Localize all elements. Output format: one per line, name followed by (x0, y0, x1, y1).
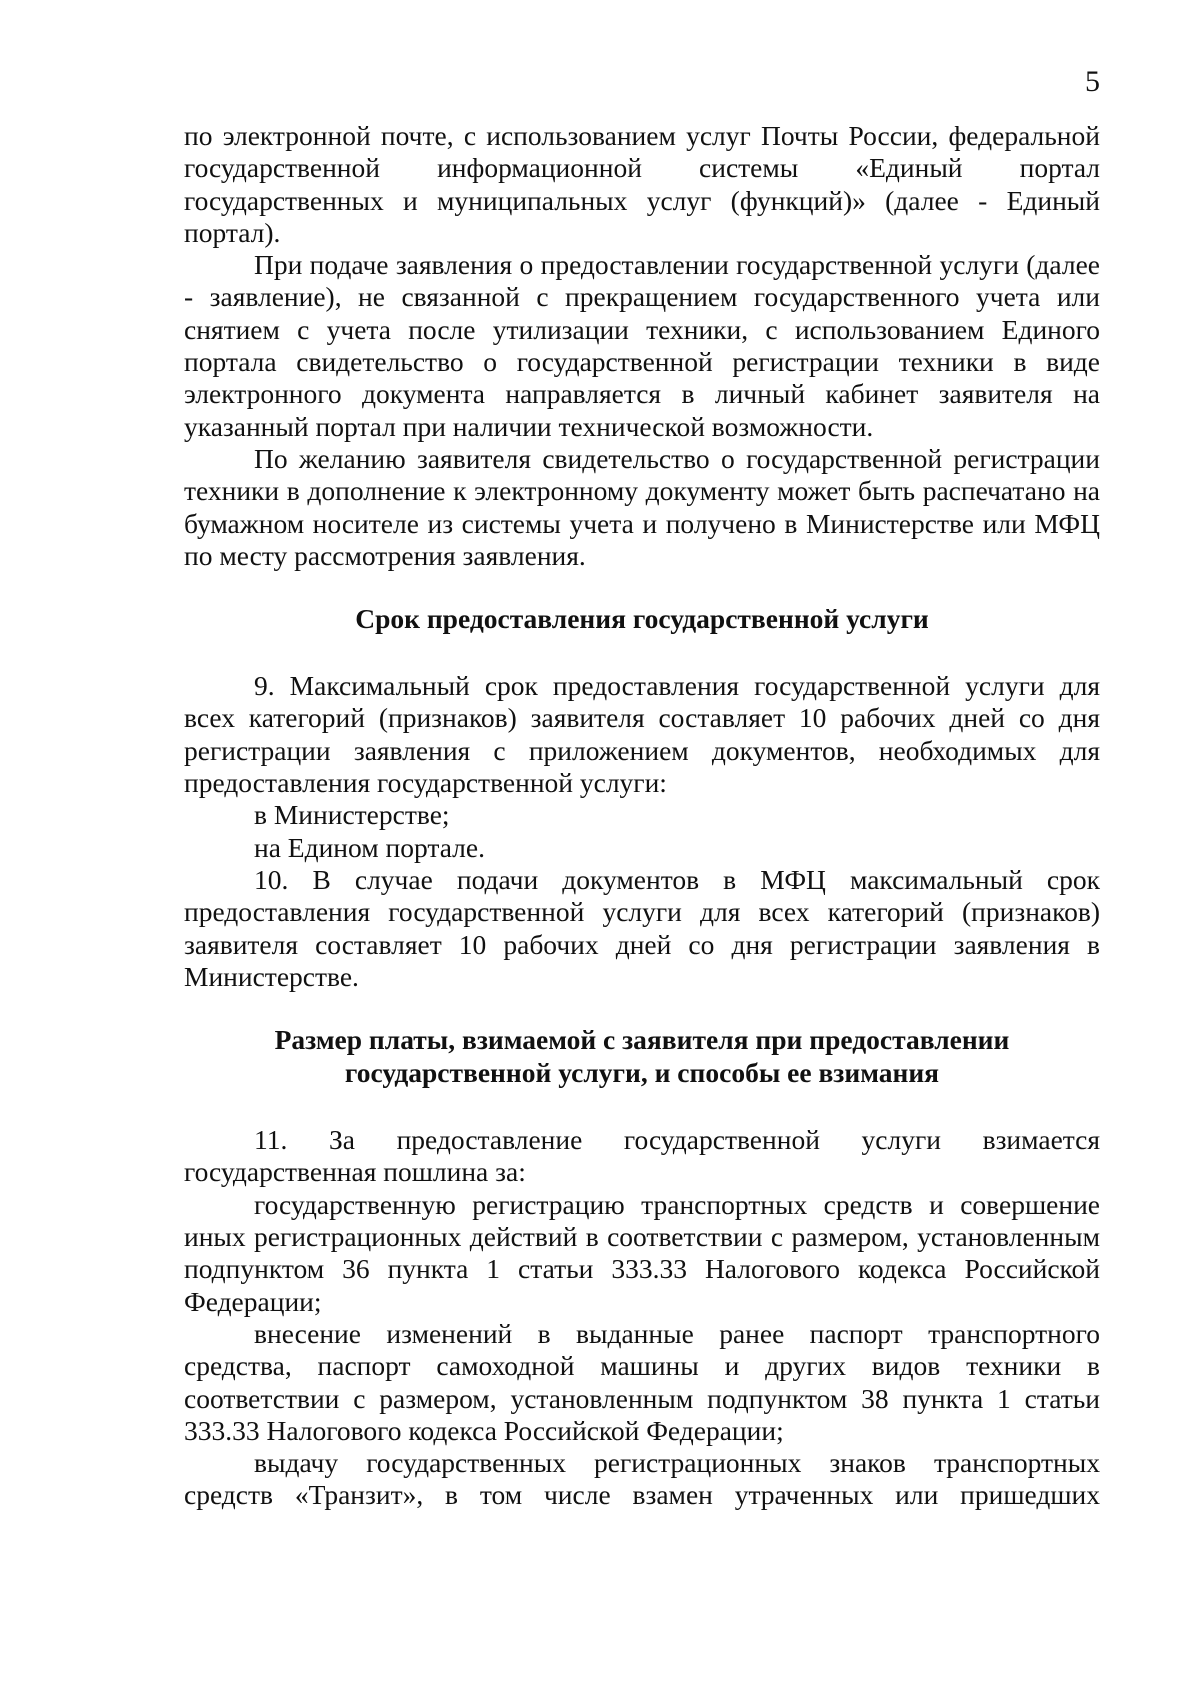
paragraph-item-10: 10. В случае подачи документов в МФЦ максимальный срок предоставления государственной услуги для всех категорий (признаков) заявителя составляет 10 рабочих дней со дня регистрации заявления в Министерстве. (184, 863, 1100, 992)
list-item-portal: на Едином портале. (254, 831, 485, 863)
paragraph-item-11: 11. За предоставление государственной услуги взимается государственная пошлина за: (184, 1124, 1100, 1188)
section-service-term (184, 670, 1100, 993)
paragraph-delivery-methods: по электронной почте, с использованием услуг Почты России, федеральной государственной информационной системы «Единый портал государственных и муниципальных услуг (функций)» (далее - Единый портал). (184, 120, 1100, 248)
section-heading-service-term: Срок предоставления государственной услуги (355, 603, 929, 635)
paragraph-fee-passport-changes: внесение изменений в выданные ранее паспорт транспортного средства, паспорт самоходной машины и других видов техники в соответствии с размером, установленным подпунктом 38 пункта 1 статьи 333.33 Налогового кодекса Российской Федерации; (184, 1317, 1100, 1446)
paragraph-item-9: 9. Максимальный срок предоставления государственной услуги для всех категорий (признаков) заявителя составляет 10 рабочих дней со дня регистрации заявления с приложением документов, необходимых для предоставления государственной услуги: (184, 670, 1100, 799)
paragraph-electronic-certificate: При подаче заявления о предоставлении государственной услуги (далее - заявление), не связанной с прекращением государственного учета или снятием с учета после утилизации техники, с использованием Единого портала свидетельство о государственной регистрации техники в виде электронного документа направляется в личный кабинет заявителя на указанный портал при наличии технической возможности. (184, 249, 1100, 442)
page-number: 5 (1085, 65, 1100, 98)
section-fee (184, 1124, 1100, 1512)
paragraph-fee-registration: государственную регистрацию транспортных средств и совершение иных регистрационных действий в соответствии с размером, установленным подпунктом 36 пункта 1 статьи 333.33 Налогового кодекса Российской Федерации; (184, 1188, 1100, 1317)
paragraph-fee-transit-plates: выдачу государственных регистрационных знаков транспортных средств «Транзит», в том числе взамен утраченных или пришедших (184, 1447, 1100, 1511)
section-heading-fee-line1: Размер платы, взимаемой с заявителя при предоставлении (274, 1024, 1010, 1056)
section-heading-fee-line2: государственной услуги, и способы ее взимания (344, 1057, 940, 1089)
list-item-ministry: в Министерстве; (254, 799, 450, 831)
paragraph-paper-printout: По желанию заявителя свидетельство о государственной регистрации техники в дополнение к электронному документу может быть распечатано на бумажном носителе из системы учета и получено в Министерстве или МФЦ по месту рассмотрения заявления. (184, 442, 1100, 571)
document-body (184, 120, 1100, 1512)
section-heading-fee (184, 1023, 1100, 1089)
